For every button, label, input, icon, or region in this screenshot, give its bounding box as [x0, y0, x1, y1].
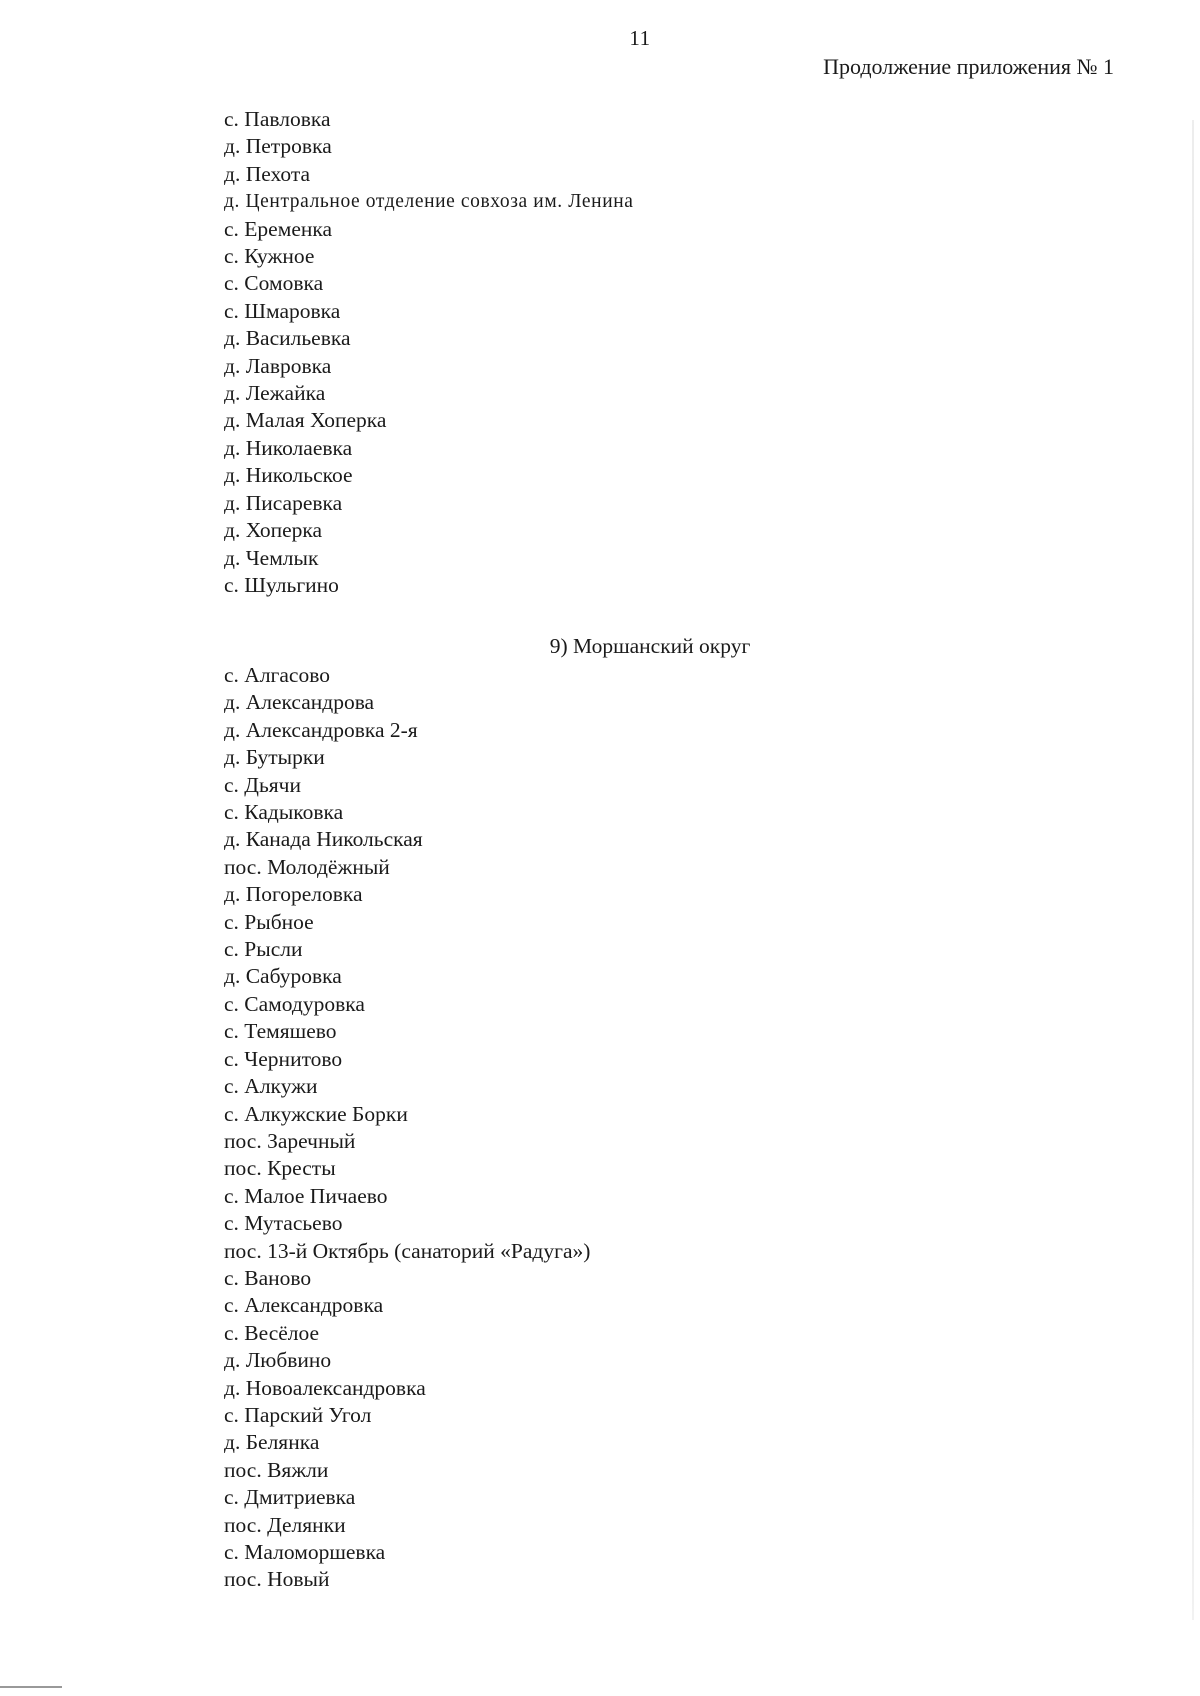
- list-item: д. Центральное отделение совхоза им. Ленина: [224, 191, 634, 213]
- list-item: с. Шмаровка: [224, 298, 341, 323]
- page-header: Продолжение приложения № 1: [823, 54, 1114, 79]
- list-item: д. Васильевка: [224, 326, 351, 351]
- list-item: д. Канада Никольская: [224, 827, 423, 852]
- list-item: д. Бутырки: [224, 745, 325, 770]
- list-item: д. Писаревка: [224, 490, 343, 515]
- list-item: с. Дьячи: [224, 772, 301, 797]
- list-item: с. Чернитово: [224, 1046, 343, 1071]
- scan-mark: [0, 1686, 62, 1688]
- list-item: с. Шульгино: [224, 572, 339, 597]
- list-item: д. Погореловка: [224, 882, 363, 907]
- list-item: с. Самодуровка: [224, 991, 365, 1016]
- list-item: д. Лавровка: [224, 353, 332, 378]
- list-item: с. Алкужские Борки: [224, 1101, 408, 1126]
- settlement-list-section-2: [224, 662, 590, 1594]
- list-item: д. Лежайка: [224, 381, 326, 406]
- list-item: с. Малое Пичаево: [224, 1183, 388, 1208]
- list-item: с. Рыбное: [224, 909, 314, 934]
- list-item: с. Маломоршевка: [224, 1540, 386, 1564]
- list-item: с. Рысли: [224, 937, 303, 962]
- list-item: с. Темяшево: [224, 1019, 337, 1044]
- list-item: д. Хоперка: [224, 518, 323, 543]
- list-item: с. Павловка: [224, 107, 331, 131]
- list-item: д. Чемлык: [224, 545, 319, 570]
- list-item: с. Парский Угол: [224, 1402, 372, 1427]
- list-item: с. Сомовка: [224, 271, 324, 296]
- list-item: пос. Молодёжный: [224, 854, 390, 879]
- list-item: пос. Кресты: [224, 1156, 336, 1181]
- list-item: с. Алгасово: [224, 663, 330, 687]
- settlement-list-section-1: [224, 106, 634, 599]
- list-item: пос. 13-й Октябрь (санаторий «Радуга»): [224, 1238, 591, 1263]
- list-item: с. Ваново: [224, 1265, 312, 1290]
- list-item: с. Кадыковка: [224, 800, 344, 825]
- list-item: с. Алкужи: [224, 1074, 318, 1099]
- list-item: д. Никольское: [224, 463, 353, 488]
- list-item: с. Мутасьево: [224, 1211, 343, 1236]
- list-item: пос. Делянки: [224, 1512, 346, 1537]
- list-item: д. Александрова: [224, 690, 375, 715]
- list-item: с. Дмитриевка: [224, 1485, 356, 1510]
- section-heading: 9) Моршанский округ: [549, 634, 751, 658]
- list-item: с. Еременка: [224, 216, 333, 241]
- list-item: д. Петровка: [224, 134, 332, 159]
- list-item: д. Малая Хоперка: [224, 408, 387, 433]
- list-item: д. Белянка: [224, 1430, 320, 1455]
- list-item: пос. Новый: [224, 1567, 330, 1592]
- list-item: пос. Заречный: [224, 1128, 356, 1153]
- list-item: пос. Вяжли: [224, 1457, 329, 1482]
- list-item: д. Пехота: [224, 161, 311, 186]
- list-item: д. Сабуровка: [224, 964, 342, 989]
- list-item: с. Александровка: [224, 1293, 384, 1318]
- scan-edge-shadow: [1192, 120, 1194, 1620]
- list-item: с. Кужное: [224, 244, 315, 269]
- list-item: д. Любвино: [224, 1348, 332, 1373]
- page-number: 11: [629, 26, 651, 50]
- list-item: с. Весёлое: [224, 1320, 320, 1345]
- list-item: д. Александровка 2-я: [224, 717, 418, 742]
- list-item: д. Новоалександровка: [224, 1375, 426, 1400]
- list-item: д. Николаевка: [224, 435, 353, 460]
